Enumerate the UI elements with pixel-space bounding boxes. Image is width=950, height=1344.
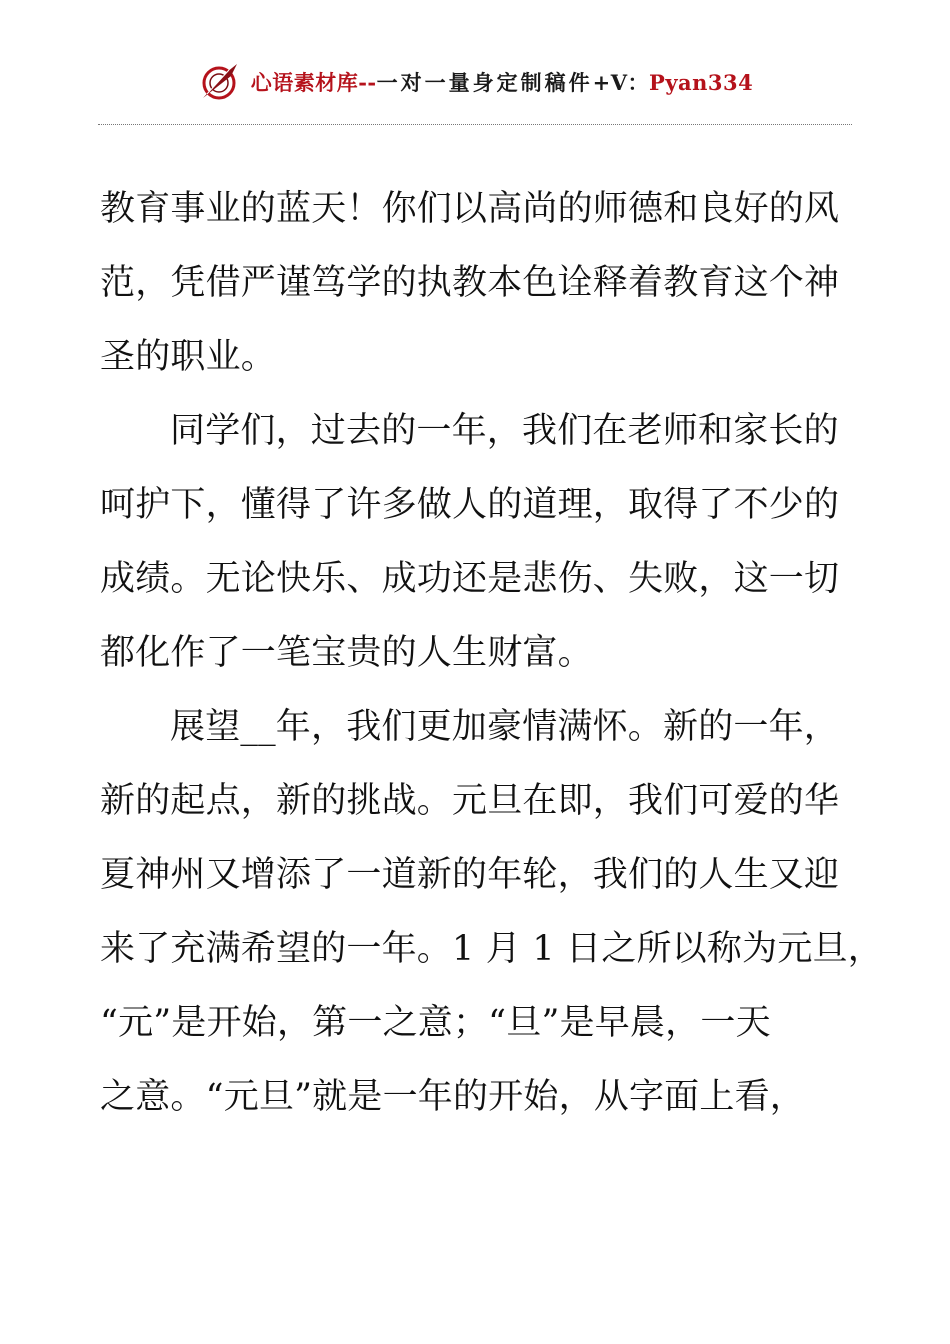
text-line: 教育事业的蓝天！你们以高尚的师德和良好的风 <box>100 189 840 229</box>
page-header <box>0 58 950 106</box>
quill-pen-logo-icon <box>197 62 241 102</box>
document-body <box>100 172 883 1134</box>
text-line: 之意。“元旦”就是一年的开始，从字面上看， <box>100 1077 805 1117</box>
header-text <box>251 67 754 97</box>
text-line: 夏神州又增添了一道新的年轮，我们的人生又迎 <box>100 855 840 895</box>
text-line: 范，凭借严谨笃学的执教本色诠释着教育这个神 <box>100 263 840 303</box>
header-separator: -- <box>358 70 377 95</box>
text-line: 新的起点，新的挑战。元旦在即，我们可爱的华 <box>100 781 840 821</box>
text-line: “元”是开始，第一之意；“旦”是早晨，一天 <box>100 1003 771 1043</box>
header-tagline: 一对一量身定制稿件 <box>376 70 593 95</box>
brand-name: 心语素材库 <box>250 70 359 95</box>
wechat-id: Pyan334 <box>649 70 754 95</box>
text-line: 来了充满希望的一年。1 月 1 日之所以称为元旦， <box>100 929 883 969</box>
text-line: 都化作了一笔宝贵的人生财富。 <box>100 633 593 673</box>
text-line: 呵护下，懂得了许多做人的道理，取得了不少的 <box>100 485 840 525</box>
header-divider <box>98 124 852 125</box>
contact-prefix: +V： <box>592 70 650 95</box>
paragraph-start-line: 展望__年，我们更加豪情满怀。新的一年， <box>170 707 840 747</box>
text-line: 圣的职业。 <box>100 337 277 377</box>
paragraph-start-line: 同学们，过去的一年，我们在老师和家长的 <box>170 411 839 451</box>
text-line: 成绩。无论快乐、成功还是悲伤、失败，这一切 <box>100 559 840 599</box>
